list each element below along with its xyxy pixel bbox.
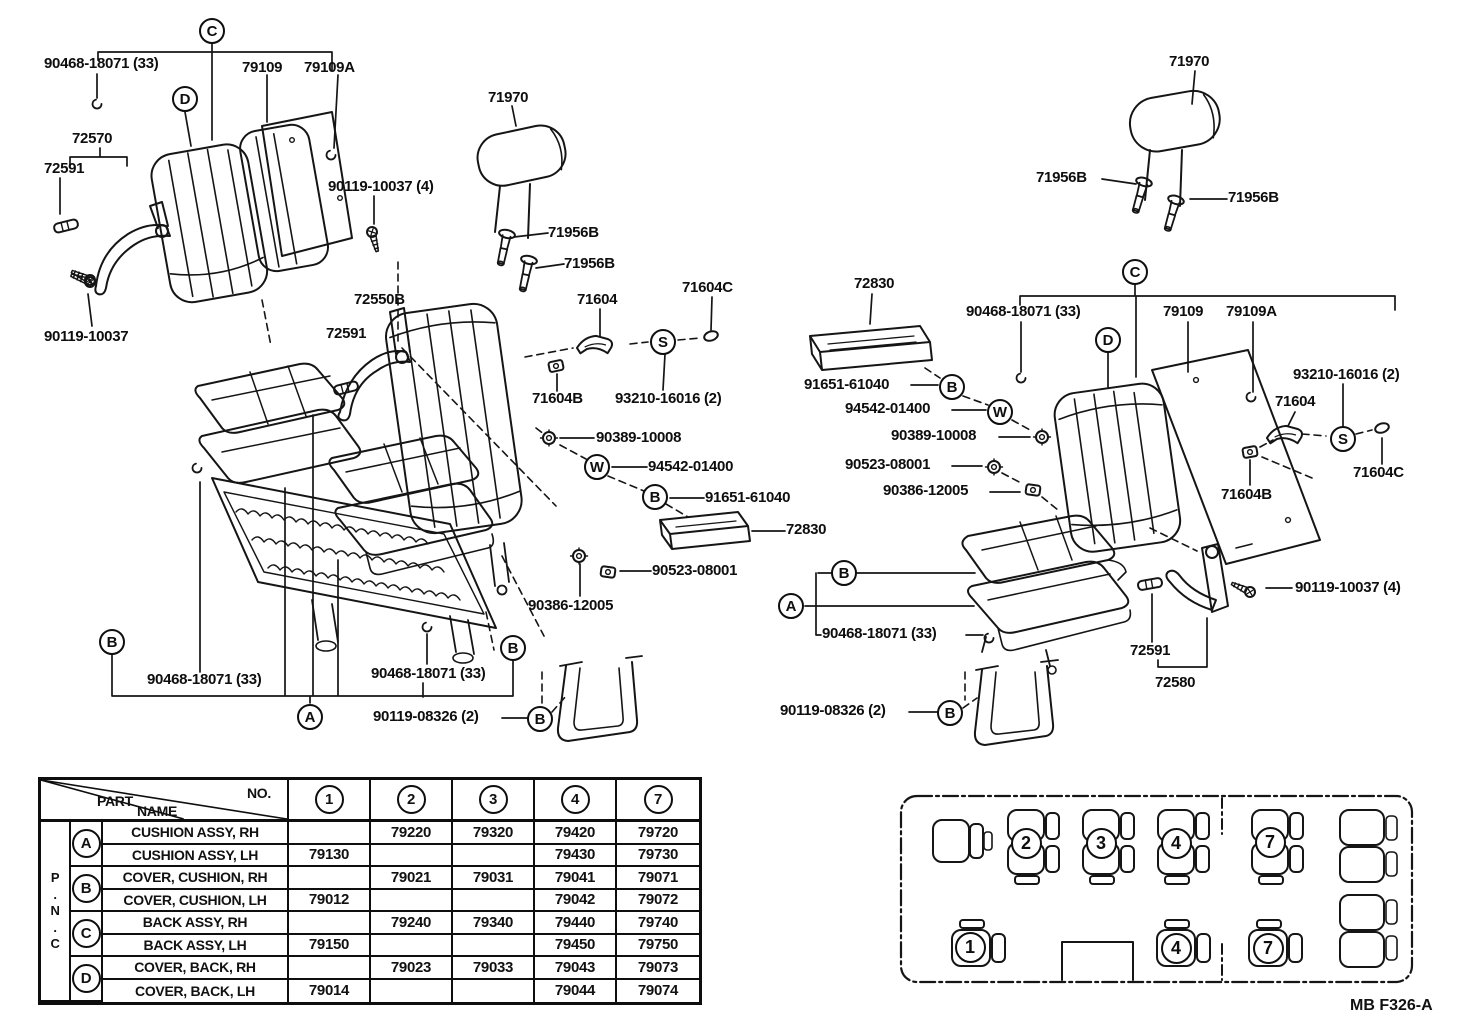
part-label: 72580 [1155,674,1196,691]
callout-marker-C: C [1122,259,1148,285]
corner-part: PART [97,793,133,809]
left-leader-lines [60,44,785,718]
table-part-number: 79023 [371,957,453,980]
table-part-number [453,935,535,958]
part-label: 71604C [682,279,733,296]
part-label: 90468-18071 (33) [44,55,159,72]
left-middle-seat-back [383,301,525,595]
callout-marker-W: W [584,454,610,480]
part-label: 90119-08326 (2) [373,708,479,725]
table-part-name: COVER, BACK, RH [103,957,289,980]
part-label: 94542-01400 [648,458,734,475]
table-part-number: 79730 [617,845,699,868]
right-headrest [1126,87,1224,233]
table-column-header-3: 3 [453,780,535,822]
seat-number-7: 7 [1253,933,1284,964]
callout-marker-S: S [1330,426,1356,452]
table-part-number: 79320 [453,822,535,845]
part-label: 71970 [488,89,529,106]
pnc-vertical-label: P . N . C [41,822,71,1002]
part-label: 79109A [304,59,355,76]
callout-marker-B: B [500,635,526,661]
part-label: 71604 [1275,393,1316,410]
part-label: 72591 [44,160,85,177]
seat-number-1: 1 [955,932,986,963]
table-part-number: 79042 [535,890,617,913]
table-group-letter-C: C [71,912,103,957]
table-part-number: 79430 [535,845,617,868]
part-label: 91651-61040 [804,376,890,393]
seat-number-4: 4 [1161,933,1192,964]
table-part-name: CUSHION ASSY, LH [103,845,289,868]
table-corner-header [41,780,289,822]
callout-marker-B: B [527,706,553,732]
part-label: 72830 [854,275,895,292]
table-part-number [371,935,453,958]
part-label: 90119-10037 (4) [328,178,434,195]
part-label: 90389-10008 [596,429,682,446]
table-group-letter-B: B [71,867,103,912]
table-part-number: 79750 [617,935,699,958]
part-label: 71970 [1169,53,1210,70]
table-part-number: 79031 [453,867,535,890]
left-armrest-72830 [660,512,750,549]
table-part-number [453,890,535,913]
table-group-letter-D: D [71,957,103,1002]
callout-marker-B: B [831,560,857,586]
part-label: 71956B [1228,189,1279,206]
table-part-number: 79073 [617,957,699,980]
figure-code: MB F326-A [1350,997,1433,1014]
table-part-number: 79150 [289,935,371,958]
table-column-header-1: 1 [289,780,371,822]
table-part-number [371,890,453,913]
table-part-number: 79043 [535,957,617,980]
table-column-header-2: 2 [371,780,453,822]
part-label: 72550B [354,291,405,308]
driver-seat-icon [933,820,992,862]
table-part-number: 79074 [637,982,679,1000]
part-label: 71956B [564,255,615,272]
callout-marker-B: B [937,700,963,726]
callout-marker-D: D [172,86,198,112]
engine-cover [1062,942,1133,980]
part-label: 79109A [1226,303,1277,320]
rear-bench-icons [1340,810,1397,967]
part-label: 71956B [548,224,599,241]
part-label: 71604 [577,291,618,308]
callout-marker-A: A [778,593,804,619]
table-part-number: 79012 [289,890,371,913]
table-part-number [289,957,371,980]
table-part-number: 79041 [535,867,617,890]
part-label: 71604B [1221,486,1272,503]
callout-marker-D: D [1095,327,1121,353]
part-label: 79109 [1163,303,1204,320]
table-part-number: 79033 [453,957,535,980]
table-column-header-7: 7 [617,780,699,822]
callout-marker-B: B [99,629,125,655]
part-label: 71604B [532,390,583,407]
right-floor-bracket [975,660,1058,745]
table-part-number: 79071 [617,867,699,890]
table-part-number: 79021 [371,867,453,890]
table-group-letter-A: A [71,822,103,867]
part-label: 71956B [1036,169,1087,186]
table-part-number [289,912,371,935]
part-label: 90119-08326 (2) [780,702,886,719]
table-column-header-4: 4 [535,780,617,822]
part-label: 79109 [242,59,283,76]
callout-marker-S: S [650,329,676,355]
right-armrest-72830 [810,326,932,370]
table-part-number: 79740 [617,912,699,935]
table-part-number: 79420 [535,822,617,845]
part-label: 90523-08001 [652,562,738,579]
right-cushions [962,516,1130,674]
seat-number-2: 2 [1011,828,1042,859]
part-label: 71604C [1353,464,1404,481]
table-part-number: 79440 [535,912,617,935]
table-part-number: 79450 [535,935,617,958]
callout-marker-B: B [642,484,668,510]
table-part-number [453,845,535,868]
right-seat-back [1052,350,1320,564]
part-label: 90468-18071 (33) [371,665,486,682]
table-part-name: BACK ASSY, RH [103,912,289,935]
part-label: 90468-18071 (33) [147,671,262,688]
corner-no: NO. [247,785,271,801]
table-part-number: 79240 [371,912,453,935]
part-label: 90119-10037 (4) [1295,579,1401,596]
table-part-name: COVER, CUSHION, LH [103,890,289,913]
seat-number-3: 3 [1086,828,1117,859]
part-label: 90386-12005 [528,597,614,614]
left-seat-back-pair [147,112,352,306]
table-part-number [371,845,453,868]
left-recliner-bracket-72570 [53,202,170,294]
part-label: 90468-18071 (33) [822,625,937,642]
corner-name: NAME [137,803,178,819]
part-label: 90119-10037 [44,328,129,345]
table-part-name: BACK ASSY, LH [103,935,289,958]
part-label: 72570 [72,130,113,147]
part-label: 90523-08001 [845,456,931,473]
left-floor-bracket [558,656,642,741]
table-part-number: 79340 [453,912,535,935]
table-part-name: CUSHION ASSY, RH [103,822,289,845]
table-part-number [289,822,371,845]
seat-number-7: 7 [1255,827,1286,858]
part-label: 93210-16016 (2) [615,390,722,407]
part-label: 90389-10008 [891,427,977,444]
table-part-number [453,980,535,1003]
callout-marker-W: W [987,399,1013,425]
part-label: 90468-18071 (33) [966,303,1081,320]
parts-table [38,777,702,1005]
part-label: 91651-61040 [705,489,791,506]
table-part-number: 79044 [535,980,617,1003]
part-label: 94542-01400 [845,400,931,417]
table-part-number: 79720 [617,822,699,845]
seat-number-4: 4 [1161,828,1192,859]
callout-marker-B: B [939,374,965,400]
part-label: 72591 [326,325,367,342]
table-part-number: 79014 [289,980,371,1003]
table-part-number [289,867,371,890]
table-part-name: COVER, BACK, LH [103,980,289,1003]
part-label: 93210-16016 (2) [1293,366,1400,383]
left-headrest [473,121,570,293]
table-part-number: 79130 [289,845,371,868]
table-part-number [371,980,453,1003]
part-label: 72591 [1130,642,1171,659]
right-recliner-bracket-72580 [1137,544,1256,612]
callout-marker-A: A [297,704,323,730]
table-part-number: 79072 [617,890,699,913]
part-label: 72830 [786,521,827,538]
part-label: 90386-12005 [883,482,969,499]
table-part-number: 79220 [371,822,453,845]
table-part-name: COVER, CUSHION, RH [103,867,289,890]
callout-marker-C: C [199,18,225,44]
right-leader-lines [805,71,1395,712]
